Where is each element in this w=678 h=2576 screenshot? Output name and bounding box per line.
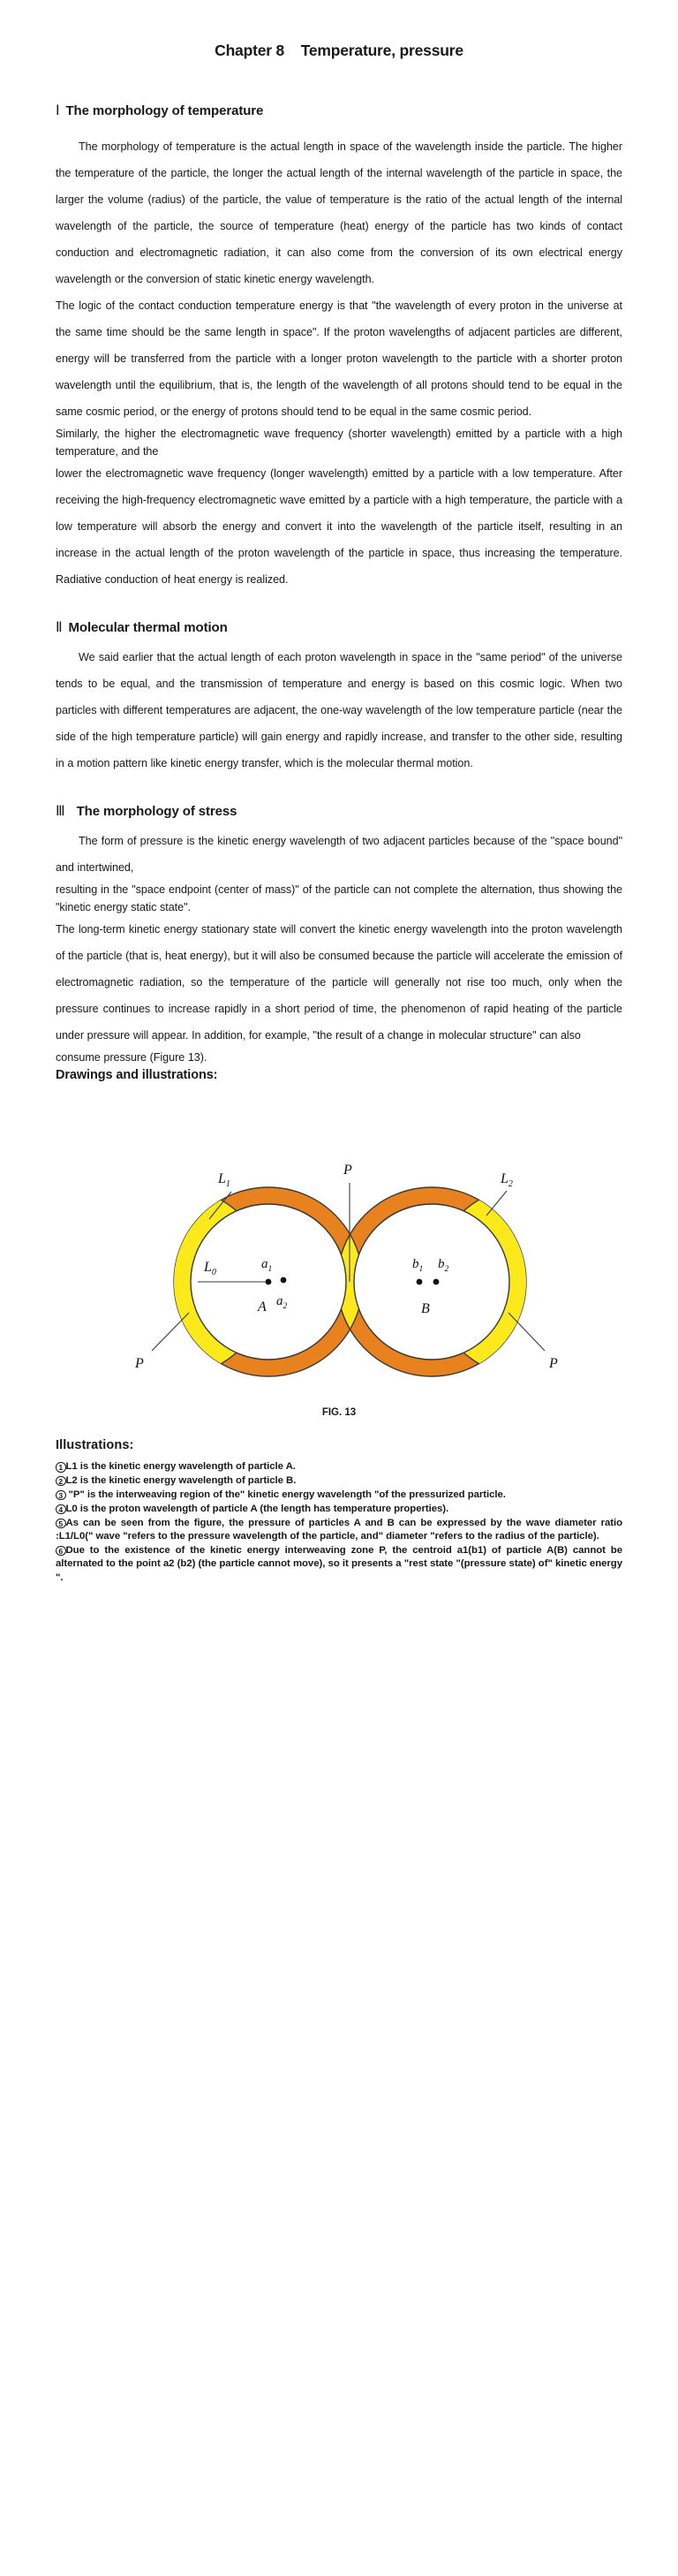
label-p-left: P — [135, 1356, 144, 1371]
list-number-badge: 5 — [56, 1519, 66, 1529]
label-l2: $L_2$ — [501, 1171, 513, 1189]
centroid-a1-dot — [266, 1279, 272, 1285]
label-l1: $L_1$ — [218, 1171, 230, 1189]
list-item — [56, 1460, 622, 1474]
section-title: The morphology of stress — [76, 804, 237, 819]
list-number-badge: 6 — [56, 1546, 66, 1557]
list-item — [56, 1517, 622, 1544]
centroid-b1-dot — [417, 1279, 423, 1285]
paragraph: consume pressure (Figure 13). — [56, 1051, 207, 1064]
leader-line-p-right — [508, 1313, 545, 1351]
figure-13 — [56, 1114, 622, 1418]
paragraph: The form of pressure is the kinetic energy wavelength of two adjacent particles because of the "space bound" and intertwined, — [56, 835, 622, 874]
figure-caption: FIG. 13 — [321, 1407, 357, 1418]
label-p-top: P — [343, 1163, 352, 1178]
list-item-text: Due to the existence of the kinetic energy interweaving zone P, the centroid a1(b1) of particle A(B) cannot be alternated to the point a2 (b2) (the particle cannot move), so it presents a "rest state "(pressure state) of" kinetic energy ". — [56, 1544, 622, 1583]
label-b1: $b_1$ — [412, 1257, 424, 1274]
section-title: The morphology of temperature — [65, 103, 264, 118]
label-b-center: B — [421, 1301, 430, 1316]
centroid-b2-dot — [433, 1279, 440, 1285]
list-item — [56, 1544, 622, 1585]
paragraph: The morphology of temperature is the actual length in space of the wavelength inside the particle. The higher the temperature of the particle, the longer the actual length of the internal wavelength of the particle in space, the larger the volume (radius) of the particle, the value of temperature is the ratio of the actual length of the internal wavelength of the particle, the source of temperature (heat) energy of the particle has two kinds of contact conduction and electromagnetic radiation, it can also come from the conversion of its own electrical energy wavelength or the conversion of static kinetic energy wavelength. — [56, 140, 622, 285]
list-item — [56, 1503, 622, 1516]
section-title: Molecular thermal motion — [68, 620, 228, 635]
section-numeral: Ⅰ — [56, 103, 60, 118]
leader-line-l2 — [486, 1191, 507, 1216]
two-particle-diagram — [92, 1114, 586, 1405]
paragraph: lower the electromagnetic wave frequency (longer wavelength) emitted by a particle with a low temperature. After receiving the high-frequency electromagnetic wave emitted by a particle with a high temperature, the particle with a low temperature will absorb the energy and convert it into the wavelength of the particle itself, resulting in an increase in the actual length of the proton wavelength of the particle in space, thus increasing the temperature. Radiative conduction of heat energy is realized. — [56, 467, 622, 586]
list-item — [56, 1474, 622, 1488]
section-heading-2 — [56, 619, 622, 636]
paragraph: We said earlier that the actual length of each proton wavelength in space in the "same period" of the universe tends to be equal, and the transmission of temperature and energy is based on this cosmic logic. When two particles with different temperatures are adjacent, the one-way wavelength of the low temperature particle (near the side of the high temperature particle) will gain energy and rapidly increase, and transfer to the other side, resulting in a motion pattern like kinetic energy transfer, which is the molecular thermal motion. — [56, 651, 622, 769]
section-numeral: Ⅱ — [56, 620, 63, 635]
list-item-text: "P" is the interweaving region of the" kinetic energy wavelength "of the pressurized particle. — [68, 1489, 506, 1500]
list-item — [56, 1489, 622, 1502]
label-l0: $L_0$ — [204, 1260, 216, 1277]
drawings-heading: Drawings and illustrations: — [56, 1068, 218, 1082]
list-item-text: L2 is the kinetic energy wavelength of particle B. — [65, 1474, 297, 1486]
illustrations-list — [56, 1460, 622, 1585]
centroid-a2-dot — [281, 1277, 287, 1284]
list-number-badge: 1 — [56, 1462, 66, 1473]
section-numeral: Ⅲ — [56, 804, 65, 819]
section-heading-3 — [56, 803, 622, 820]
label-b2: $b_2$ — [438, 1257, 449, 1274]
list-number-badge: 3 — [56, 1490, 66, 1501]
paragraph: The logic of the contact conduction temperature energy is that "the wavelength of every proton in the universe at the same time should be the same length in space". If the proton wavelengths of adjacent particles are different, energy will be transferred from the particle with a longer proton wavelength to the particle with a shorter proton wavelength until the equilibrium, that is, the length of the wavelength of all protons should tend to be equal in the same cosmic period, or the energy of protons should tend to be equal in the same cosmic period. — [56, 299, 622, 418]
list-item-text: L1 is the kinetic energy wavelength of particle A. — [65, 1461, 296, 1472]
label-a1: $a_1$ — [261, 1257, 273, 1274]
label-a2: $a_2$ — [276, 1294, 288, 1311]
paragraph: Similarly, the higher the electromagnetic wave frequency (shorter wavelength) emitted by a particle with a high temperature, and the — [56, 428, 622, 458]
paragraph: The long-term kinetic energy stationary state will convert the kinetic energy wavelength into the proton wavelength of the particle (that is, heat energy), but it will also be consumed because the particle will accelerate the emission of electromagnetic radiation, so the temperature of the particle will generally not rise too much, only when the pressure continues to increase rapidly in a short period of time, the phenomenon of rapid heating of the particle under pressure will appear. In addition, for example, "the result of a change in molecular structure" can also — [56, 923, 622, 1042]
list-number-badge: 2 — [56, 1476, 66, 1487]
leader-line-p-left — [152, 1313, 189, 1351]
list-item-text: As can be seen from the figure, the pressure of particles A and B can be expressed by the wave diameter ratio :L1/L0(" wave "refers to the pressure wavelength of the particle, and" diameter "refers to the radius of the particle). — [56, 1517, 622, 1542]
label-a-center: A — [258, 1299, 267, 1315]
section-heading-1 — [56, 102, 622, 119]
illustrations-heading: Illustrations: — [56, 1438, 134, 1452]
particle-b-core — [354, 1204, 509, 1360]
paragraph: resulting in the "space endpoint (center of mass)" of the particle can not complete the alternation, thus showing the "kinetic energy static state". — [56, 883, 622, 913]
list-number-badge: 4 — [56, 1504, 66, 1515]
list-item-text: L0 is the proton wavelength of particle A (the length has temperature properties). — [65, 1503, 449, 1514]
page-title: Chapter 8 Temperature, pressure — [215, 42, 463, 59]
label-p-right: P — [549, 1356, 558, 1371]
